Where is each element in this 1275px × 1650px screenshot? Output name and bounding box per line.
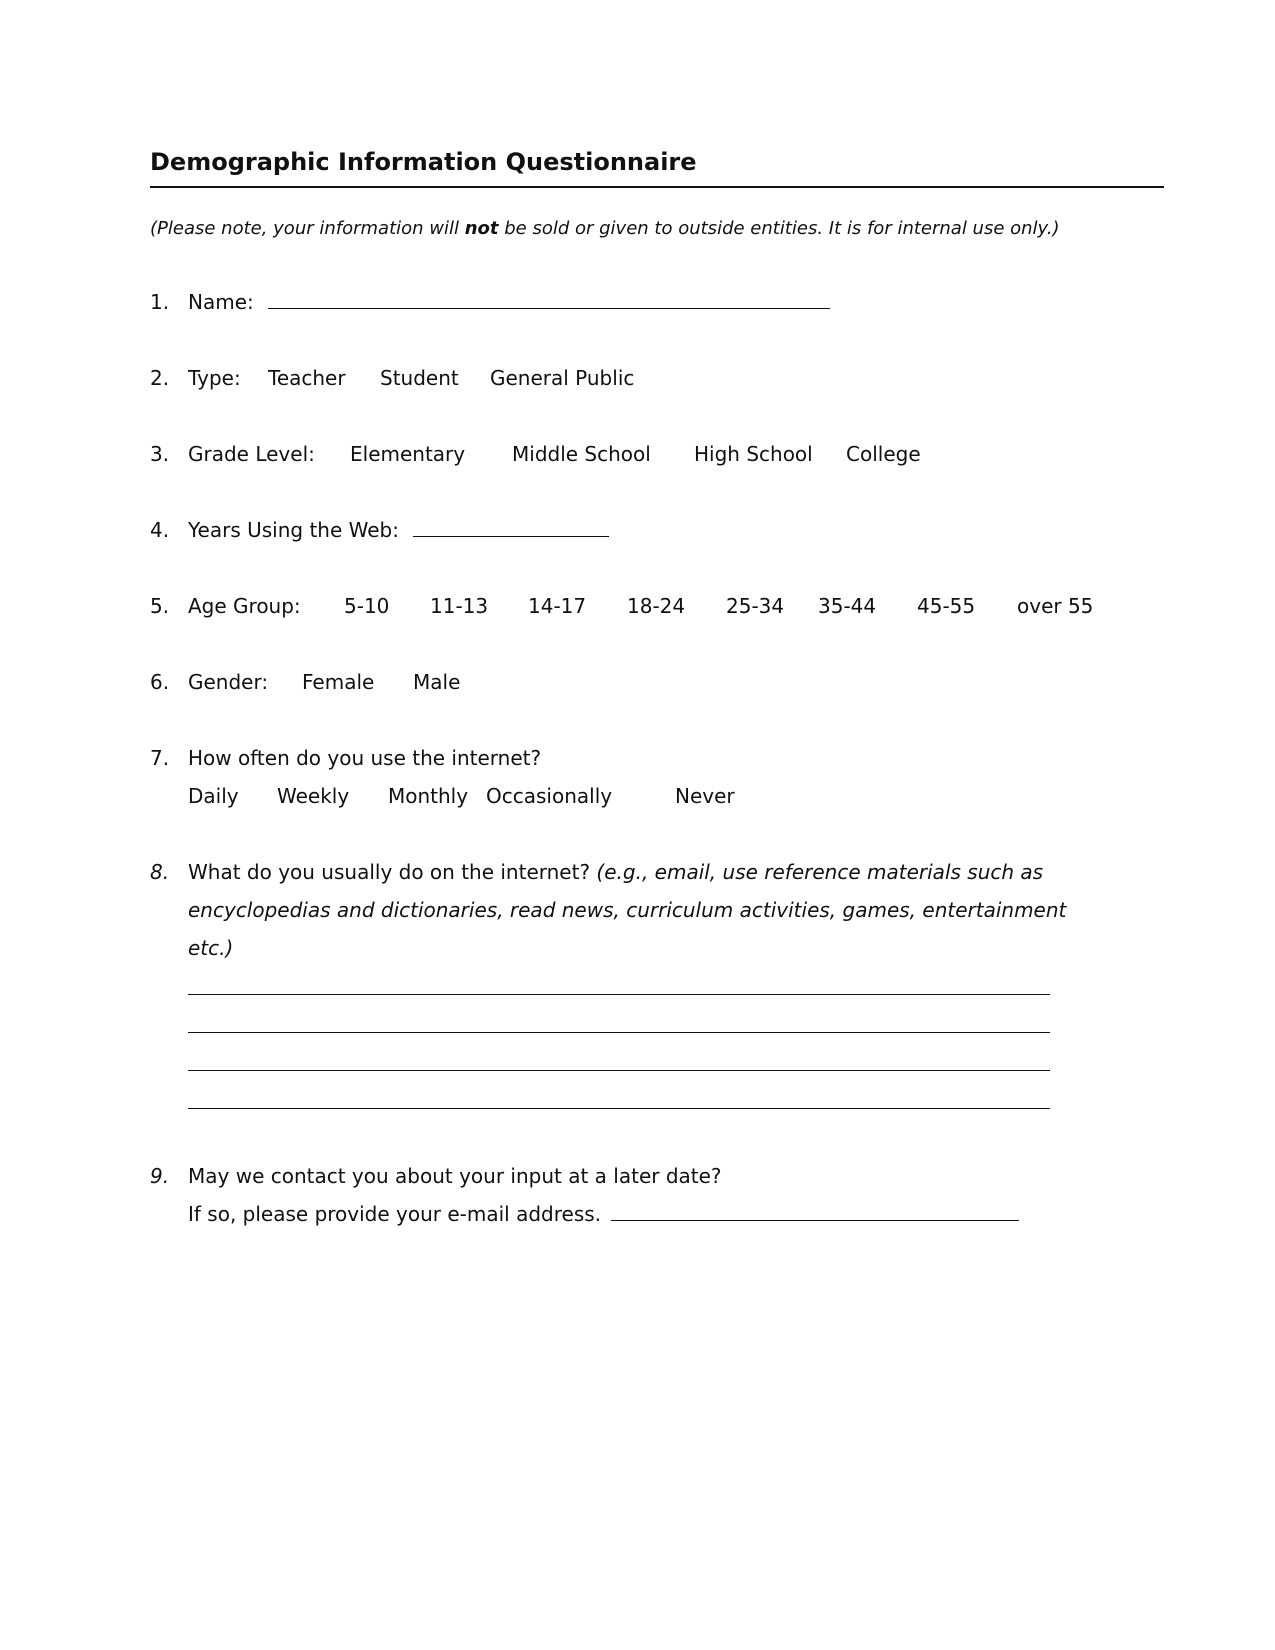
frequency-option-monthly[interactable]: Monthly: [388, 784, 469, 808]
q8-answer-line[interactable]: [188, 994, 1050, 995]
q9-email-label: If so, please provide your e-mail address.: [188, 1202, 602, 1226]
q8-hint-line3: etc.): [188, 936, 234, 960]
age-option-25-34[interactable]: 25-34: [726, 594, 785, 618]
page-title: Demographic Information Questionnaire: [150, 148, 697, 176]
frequency-option-weekly[interactable]: Weekly: [277, 784, 350, 808]
grade-option-elementary[interactable]: Elementary: [350, 442, 466, 466]
grade-option-middle-school[interactable]: Middle School: [512, 442, 651, 466]
q8-answer-line[interactable]: [188, 1070, 1050, 1071]
q9-number: 9.: [150, 1164, 170, 1188]
q1-name: [188, 290, 830, 314]
q7-label: How often do you use the internet?: [188, 746, 542, 770]
q7-number: 7.: [150, 746, 170, 770]
q2-label: Type:: [188, 366, 241, 390]
privacy-note-text: (Please note, your information will: [150, 218, 465, 239]
privacy-note-text-end: be sold or given to outside entities. It is for internal use only.): [498, 218, 1060, 239]
q1-number: 1.: [150, 290, 170, 314]
q8-number: 8.: [150, 860, 170, 884]
title-divider: [150, 186, 1164, 188]
age-option-35-44[interactable]: 35-44: [818, 594, 877, 618]
q8-hint-line2: encyclopedias and dictionaries, read news, curriculum activities, games, entertainment: [188, 898, 1067, 922]
age-option-over-55[interactable]: over 55: [1017, 594, 1094, 618]
privacy-note-emphasis: not: [464, 218, 499, 239]
gender-option-female[interactable]: Female: [302, 670, 375, 694]
age-option-11-13[interactable]: 11-13: [430, 594, 489, 618]
q1-label: Name:: [188, 290, 254, 314]
type-option-general-public[interactable]: General Public: [490, 366, 635, 390]
q8-question: [188, 860, 1043, 884]
q5-number: 5.: [150, 594, 170, 618]
years-using-web-field[interactable]: [413, 518, 609, 537]
age-option-18-24[interactable]: 18-24: [627, 594, 686, 618]
age-option-14-17[interactable]: 14-17: [528, 594, 587, 618]
grade-option-college[interactable]: College: [846, 442, 921, 466]
q3-label: Grade Level:: [188, 442, 315, 466]
type-option-student[interactable]: Student: [380, 366, 459, 390]
q4-label: Years Using the Web:: [188, 518, 399, 542]
q9-email-row: [188, 1202, 1019, 1226]
gender-option-male[interactable]: Male: [413, 670, 461, 694]
type-option-teacher[interactable]: Teacher: [268, 366, 346, 390]
q2-number: 2.: [150, 366, 170, 390]
q4-number: 4.: [150, 518, 170, 542]
frequency-option-daily[interactable]: Daily: [188, 784, 239, 808]
privacy-note: [150, 218, 1060, 239]
grade-option-high-school[interactable]: High School: [694, 442, 813, 466]
name-field[interactable]: [268, 290, 830, 309]
q9-label: May we contact you about your input at a later date?: [188, 1164, 722, 1188]
q8-label: What do you usually do on the internet?: [188, 860, 591, 884]
frequency-option-occasionally[interactable]: Occasionally: [486, 784, 613, 808]
q8-hint-line1: (e.g., email, use reference materials such as: [596, 860, 1044, 884]
q6-label: Gender:: [188, 670, 269, 694]
q3-number: 3.: [150, 442, 170, 466]
age-option-5-10[interactable]: 5-10: [344, 594, 390, 618]
q5-label: Age Group:: [188, 594, 301, 618]
q4-years-web: [188, 518, 609, 542]
email-field[interactable]: [611, 1202, 1019, 1221]
q8-answer-line[interactable]: [188, 1032, 1050, 1033]
q8-answer-line[interactable]: [188, 1108, 1050, 1109]
age-option-45-55[interactable]: 45-55: [917, 594, 976, 618]
q6-number: 6.: [150, 670, 170, 694]
frequency-option-never[interactable]: Never: [675, 784, 735, 808]
